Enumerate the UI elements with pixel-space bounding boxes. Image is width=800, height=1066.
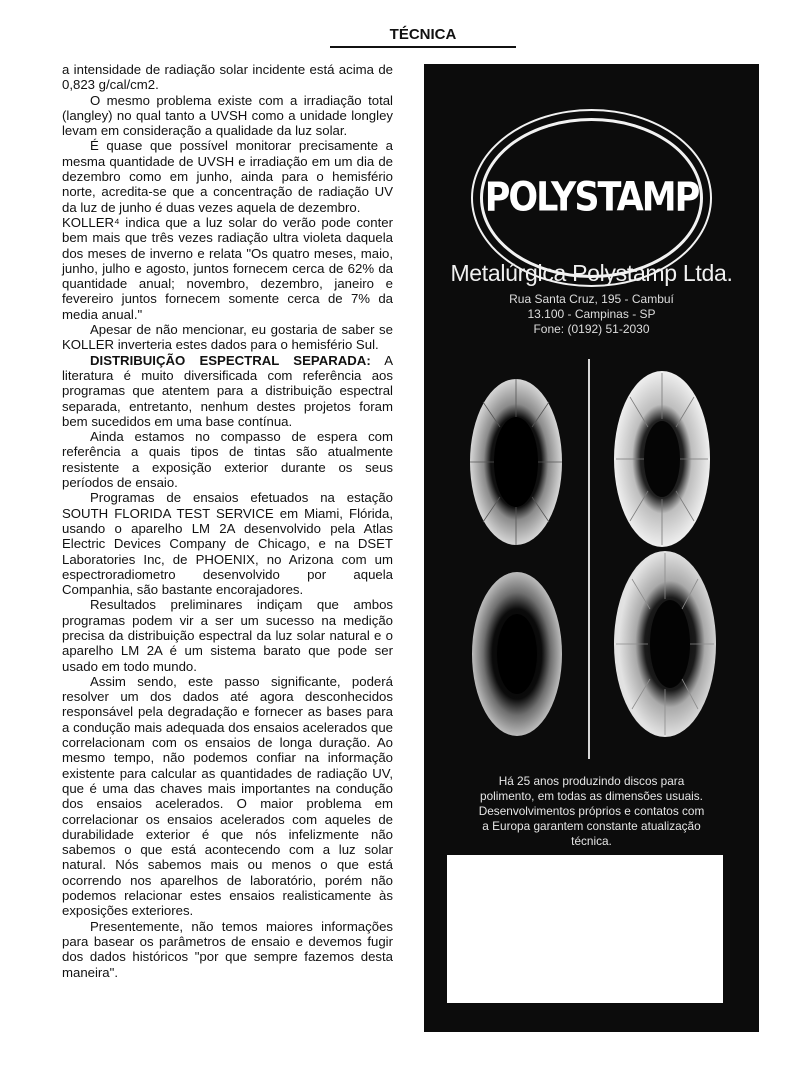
tagline-line: a Europa garantem constante atualização xyxy=(482,819,701,833)
product-photos xyxy=(424,359,759,759)
company-address xyxy=(424,292,759,337)
tagline-line: Desenvolvimentos próprios e contatos com xyxy=(478,804,705,818)
polishing-disc-image xyxy=(468,377,564,547)
polishing-disc-image xyxy=(470,569,564,739)
tagline-line: técnica. xyxy=(571,834,612,848)
polishing-disc-image xyxy=(612,549,718,739)
article-paragraph: Resultados preliminares indiçam que ambos programas podem vir a ser um sucesso na medição precisa da distribuição espectral da luz solar natural e o aparelho LM 2A é um sistema barato que pode ser usado em todo mundo. xyxy=(62,597,393,674)
tagline-line: polimento, em todas as dimensões usuais. xyxy=(480,789,703,803)
address-phone: Fone: (0192) 51-2030 xyxy=(533,322,650,336)
address-street: Rua Santa Cruz, 195 - Cambuí xyxy=(509,292,674,306)
article-paragraph: DISTRIBUIÇÃO ESPECTRAL SEPARADA: A literatura é muito diversificada com referência aos programas que atentem para a distribuição espectral separada, entretanto, nenhum destes projetos foram bem sucedidos em uma base contínua. xyxy=(62,352,393,429)
article-paragraph: a intensidade de radiação solar incidente está acima de 0,823 g/cal/cm2. xyxy=(62,62,393,93)
photo-divider xyxy=(588,359,590,759)
tagline-line: Há 25 anos produzindo discos para xyxy=(498,774,685,788)
address-city: 13.100 - Campinas - SP xyxy=(527,307,656,321)
article-paragraph: O mesmo problema existe com a irradiação total (langley) no qual tanto a UVSH como a unidade longley levam em consideração a qualidade da luz solar. xyxy=(62,92,393,139)
article-paragraph: Programas de ensaios efetuados na estação SOUTH FLORIDA TEST SERVICE em Miami, Flórida, usando o aparelho LM 2A desenvolvido pela Atlas Electric Devices Company de Chicago, e na DSET Laboratories Inc, de PHOENIX, no Arizona com um espectroradiometro desenvolvido por aquela Companhia, são bastante encorajadores. xyxy=(62,490,393,598)
article-paragraph: Presentemente, não temos maiores informações para basear os parâmetros de ensaio e devemos fugir dos dados históricos "por que sempre fazemos desta maneira". xyxy=(62,918,393,980)
blank-stamp-box xyxy=(447,855,723,1003)
section-lead: DISTRIBUIÇÃO ESPECTRAL SEPARADA: xyxy=(90,352,371,368)
polystamp-advertisement xyxy=(424,64,759,1032)
logo-inner-ring xyxy=(480,118,703,278)
article-paragraph: É quase que possível monitorar precisamente a mesma quantidade de UVSH e irradiação em um dia de dezembro como em junho, ainda para o hemisfério norte, acredita-se que a concentração de radiação UV da luz de junho é duas vezes aquela de dezembro. xyxy=(62,138,393,215)
article-paragraph: Apesar de não mencionar, eu gostaria de saber se KOLLER inverteria estes dados para o hemisfério Sul. xyxy=(62,322,393,353)
section-header: TÉCNICA xyxy=(330,26,516,48)
ad-tagline xyxy=(424,774,759,849)
article-column xyxy=(62,62,393,980)
company-name: Metalúrgica Polystamp Ltda. xyxy=(450,260,733,286)
article-paragraph: Assim sendo, este passo significante, poderá resolver um dos dados até agora desconhecidos responsável pela degradação e fornecer as bases para a condução mais adequada dos ensaios acelerados que correlacionam com os ensaios de longa duração. Ao mesmo tempo, não podemos confiar na informação existente para calcular as quantidades de radiação UV, que é uma das chaves mais importantes na condução dos ensaios acelerados. O maior problema em correlacionar os ensaios acelerados com aqueles de durabilidade exterior é que nós infelizmente não sabemos o que está acontecendo com a luz solar natural. Nós sabemos mais ou menos o que está ocorrendo nos aparelhos de laboratório, porém não podemos relacionar estes ensaios realisticamente às exposições exteriores. xyxy=(62,673,393,919)
logo-wordmark: POLYSTAMP xyxy=(484,175,699,221)
article-paragraph: Ainda estamos no compasso de espera com referência a quais tipos de tintas são atualmente resistente a exposição exterior durante os seus períodos de ensaio. xyxy=(62,429,393,491)
polishing-disc-image xyxy=(612,369,712,549)
article-paragraph: KOLLER⁴ indica que a luz solar do verão pode conter bem mais que três vezes radiação ultra violeta daquela dos meses de inverno e relata "Os quatro meses, maio, junho, julho e agosto, juntos fornecem cerca de 62% da quantidade anual; novembro, dezembro, janeiro e fevereiro juntos fornecem somente cerca de 7% da media anual." xyxy=(62,214,393,322)
